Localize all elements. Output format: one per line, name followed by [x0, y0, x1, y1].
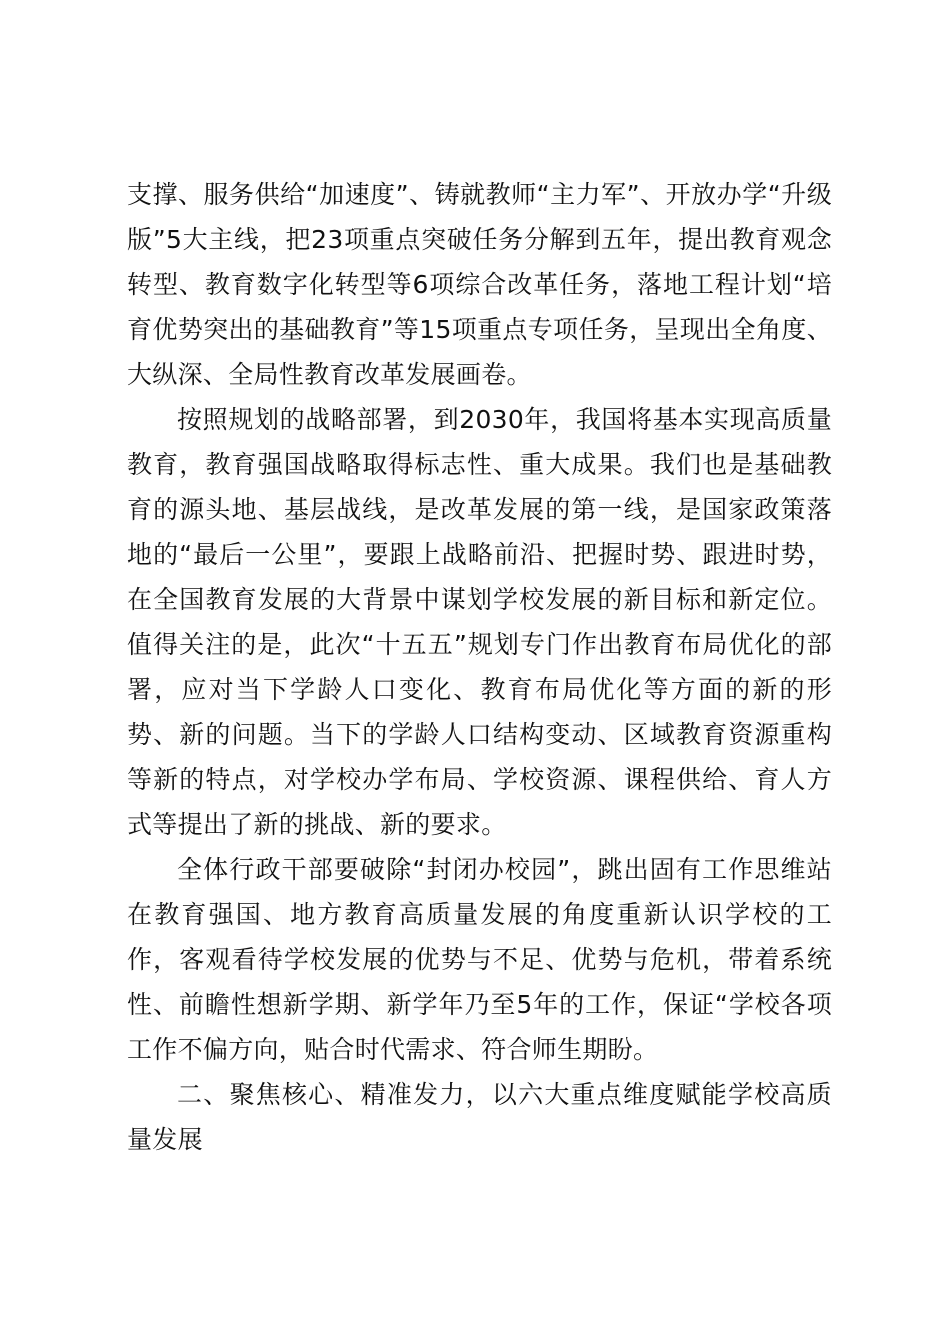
- paragraph-continuation: 支撑、服务供给“加速度”、铸就教师“主力军”、开放办学“升级版”5大主线，把23项重点突破任务分解到五年，提出教育观念转型、教育数字化转型等6项综合改革任务，落地工程计划“培育优势突出的基础教育”等15项重点专项任务，呈现出全角度、大纵深、全局性教育改革发展画卷。: [127, 180, 832, 389]
- body-text: [127, 172, 832, 1162]
- paragraph-cadres: 全体行政干部要破除“封闭办校园”，跳出固有工作思维站在教育强国、地方教育高质量发展的角度重新认识学校的工作，客观看待学校发展的优势与不足、优势与危机，带着系统性、前瞻性想新学期、新学年乃至5年的工作，保证“学校各项工作不偏方向，贴合时代需求、符合师生期盼。: [127, 855, 832, 1064]
- section-heading-two: 二、聚焦核心、精准发力，以六大重点维度赋能学校高质量发展: [127, 1080, 832, 1154]
- paragraph-strategy: 按照规划的战略部署，到2030年，我国将基本实现高质量教育，教育强国战略取得标志性、重大成果。我们也是基础教育的源头地、基层战线，是改革发展的第一线，是国家政策落地的“最后一公里”，要跟上战略前沿、把握时势、跟进时势，在全国教育发展的大背景中谋划学校发展的新目标和新定位。值得关注的是，此次“十五五”规划专门作出教育布局优化的部署，应对当下学龄人口变化、教育布局优化等方面的新的形势、新的问题。当下的学龄人口结构变动、区域教育资源重构等新的特点，对学校办学布局、学校资源、课程供给、育人方式等提出了新的挑战、新的要求。: [127, 405, 832, 839]
